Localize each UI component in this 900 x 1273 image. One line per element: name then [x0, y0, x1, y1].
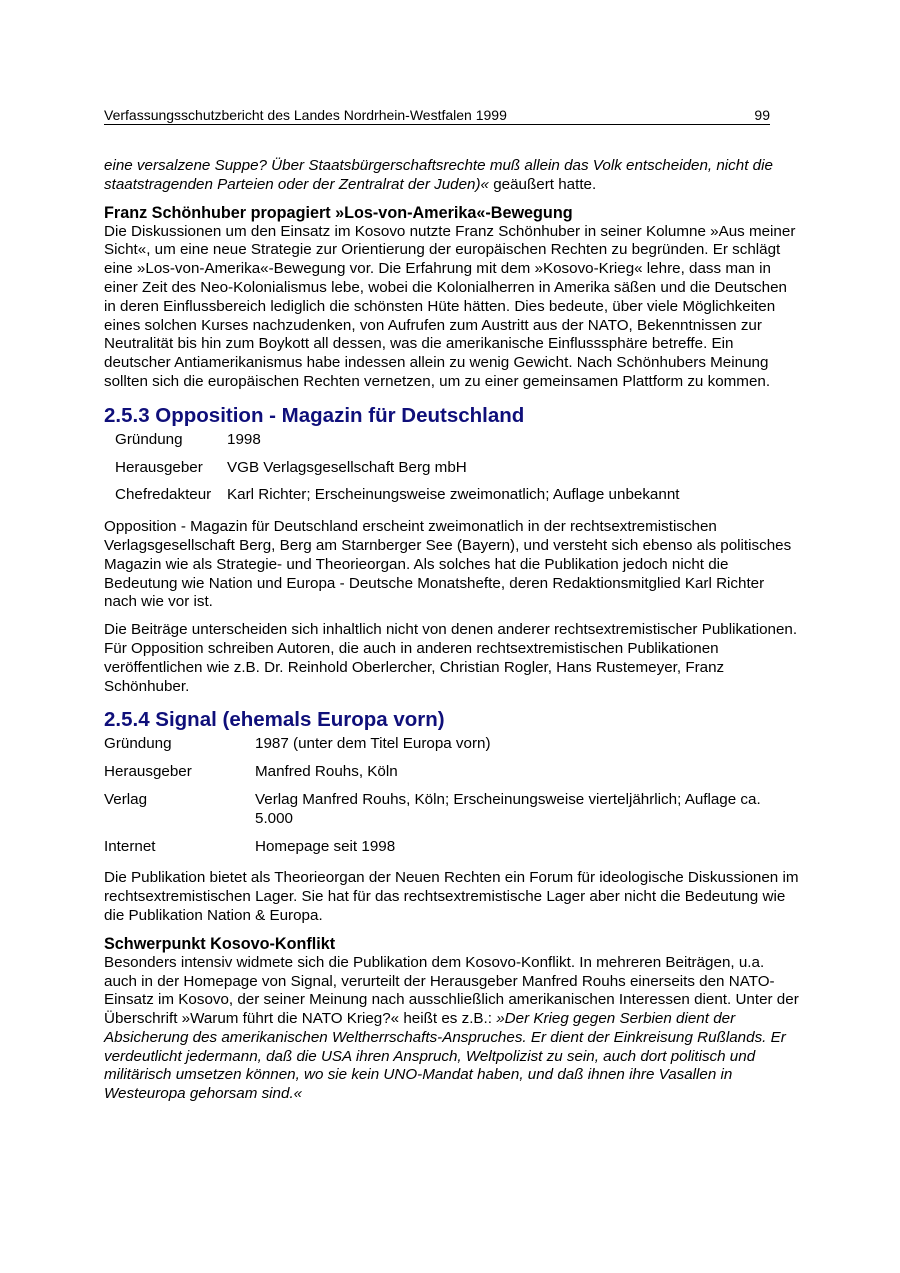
- meta-value: VGB Verlagsgesellschaft Berg mbH: [227, 458, 467, 476]
- meta-value: 1987 (unter dem Titel Europa vorn): [255, 735, 491, 753]
- meta-row: [104, 838, 800, 866]
- meta-label: Gründung: [115, 430, 183, 448]
- page-header: [104, 106, 770, 125]
- kosovo-quote: »Der Krieg gegen Serbien dient der Absicherung des amerikanischen Weltherrschafts-Anspruches. Er dient der Einkreisung Rußlands. Er verdeutlicht jedermann, daß die USA ihren Anspruch, Weltpolizist zu sein, auch dort politisch und militärisch umsetzen können, wo sie kein UNO-Mandat haben, und daß ihnen ihre Vasallen in Westeuropa gehorsam sind.«: [104, 1010, 786, 1103]
- signal-paragraph: Die Publikation bietet als Theorieorgan der Neuen Rechten ein Forum für ideologische Diskussionen im rechtsextremistischen Lager. Sie hat für das rechtsextremistische Lager aber nicht die Bedeutung wie die Publikation Nation & Europa.: [104, 869, 799, 924]
- meta-label: Herausgeber: [104, 763, 192, 781]
- opposition-heading: 2.5.3 Opposition - Magazin für Deutschland: [104, 403, 525, 427]
- intro-paragraph: [104, 157, 800, 195]
- meta-label: Internet: [104, 837, 156, 855]
- opposition-meta-table: [115, 431, 680, 514]
- meta-row: [115, 486, 680, 514]
- meta-label: Verlag: [104, 790, 148, 808]
- page-number: 99: [754, 107, 770, 123]
- page-content: [104, 157, 800, 1104]
- intro-quote: eine versalzene Suppe? Über Staatsbürgerschaftsrechte muß allein das Volk entscheiden, nicht die staatstragenden Parteien oder der Zentralrat der Juden)«: [104, 157, 773, 193]
- meta-row: [115, 459, 680, 487]
- schoenhuber-heading: Franz Schönhuber propagiert »Los-von-Amerika«-Bewegung: [104, 203, 573, 222]
- intro-tail: geäußert hatte.: [488, 175, 597, 193]
- signal-meta-table: [104, 735, 800, 865]
- meta-value: Manfred Rouhs, Köln: [255, 763, 398, 781]
- meta-value: 1998: [227, 430, 261, 448]
- meta-row: [115, 431, 680, 459]
- schoenhuber-paragraph: Die Diskussionen um den Einsatz im Kosovo nutzte Franz Schönhuber in seiner Kolumne »Aus meiner Sicht«, um eine neue Strategie zur Orientierung der europäischen Rechten zu begründen. Er schlägt eine »Los-von-Amerika«-Bewegung vor. Die Erfahrung mit dem »Kosovo-Krieg« lehre, dass man in einer Zeit des Neo-Kolonialismus lebe, wobei die Kolonialherren in Amerika säßen und die Deutschen in deren Einflussbereich lediglich die schönsten Hüte hätten. Dies bedeute, über viele Möglichkeiten eines solchen Kurses nachzudenken, von Aufrufen zum Austritt aus der NATO, Bekenntnissen zur Neutralität bis hin zum Boykott all dessen, was die amerikanische Einflusssphäre betreffe. Ein deutscher Antiamerikanismus habe indessen allein zu wenig Gewicht. Nach Schönhubers Meinung sollten sich die europäischen Rechten vernetzen, um zu einer gemeinsamen Plattform zu kommen.: [104, 222, 796, 390]
- kosovo-heading: Schwerpunkt Kosovo-Konflikt: [104, 934, 336, 953]
- signal-heading: 2.5.4 Signal (ehemals Europa vorn): [104, 708, 445, 732]
- header-title: Verfassungsschutzbericht des Landes Nordrhein-Westfalen 1999: [104, 107, 507, 123]
- kosovo-paragraph: [104, 954, 800, 1104]
- opposition-paragraph-2: Die Beiträge unterscheiden sich inhaltlich nicht von denen anderer rechtsextremistischer Publikationen. Für Opposition schreiben Autoren, die auch in anderen rechtsextremistischen Publikationen veröffentlichen wie z.B. Dr. Reinhold Oberlercher, Christian Rogler, Hans Rustemeyer, Franz Schönhuber.: [104, 621, 798, 695]
- meta-row: [104, 735, 800, 763]
- opposition-paragraph-1: Opposition - Magazin für Deutschland erscheint zweimonatlich in der rechtsextremistischen Verlagsgesellschaft Berg, Berg am Starnberger See (Bayern), und versteht sich ebenso als politisches Magazin wie als Strategie- und Theorieorgan. Als solches hat die Publikation jedoch nicht die Bedeutung wie Nation und Europa - Deutsche Monatshefte, deren Redaktionsmitglied Karl Richter nach wie vor ist.: [104, 518, 792, 611]
- meta-label: Chefredakteur: [115, 486, 212, 504]
- meta-value: Homepage seit 1998: [255, 837, 396, 855]
- meta-value: Verlag Manfred Rouhs, Köln; Erscheinungsweise vierteljährlich; Auflage ca. 5.000: [255, 790, 761, 827]
- meta-label: Herausgeber: [115, 458, 203, 476]
- meta-label: Gründung: [104, 735, 172, 753]
- meta-row: [104, 791, 800, 838]
- meta-row: [104, 763, 800, 791]
- kosovo-body: Besonders intensiv widmete sich die Publikation dem Kosovo-Konflikt. In mehreren Beiträgen, u.a. auch in der Homepage von Signal, verurteilt der Herausgeber Manfred Rouhs einerseits den NATO-Einsatz im Kosovo, der seiner Meinung nach ausschließlich amerikanischen Interessen dient. Unter der Überschrift »Warum führt die NATO Krieg?« heißt es z.B.:: [104, 953, 799, 1028]
- meta-value: Karl Richter; Erscheinungsweise zweimonatlich; Auflage unbekannt: [227, 486, 680, 504]
